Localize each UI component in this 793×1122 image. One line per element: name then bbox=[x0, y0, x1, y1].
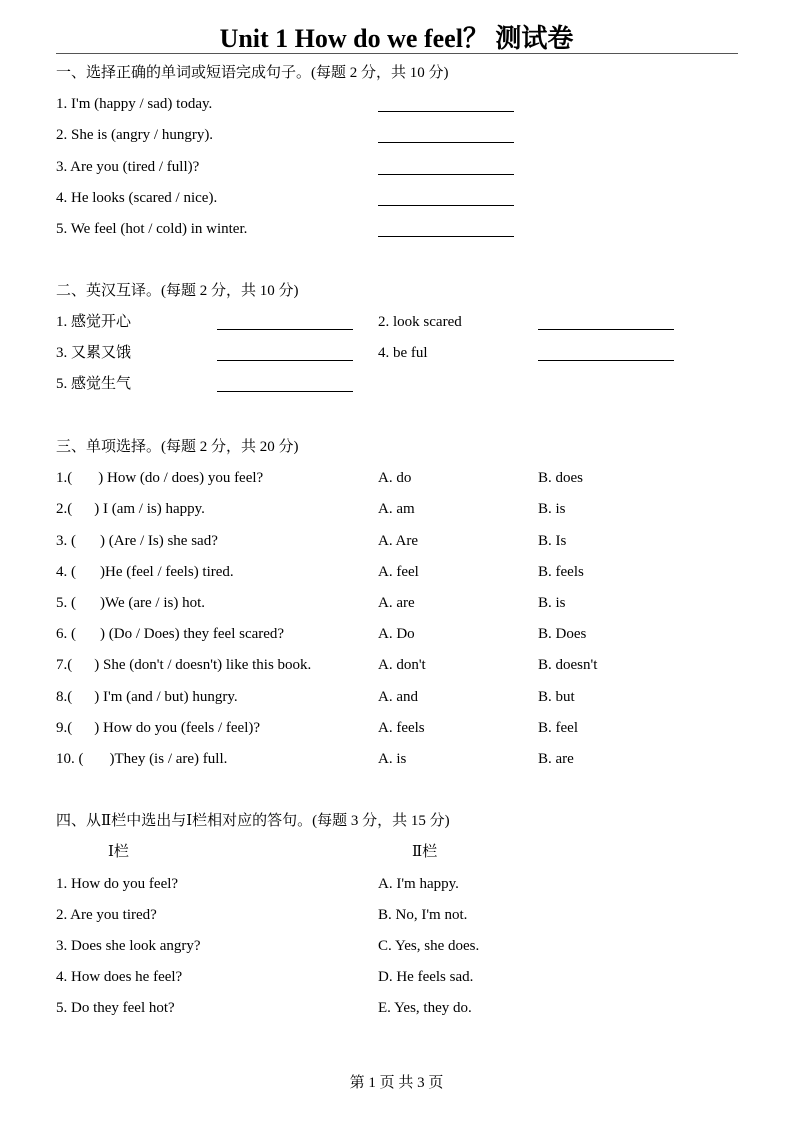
s2-item-3: 3. 又累又饿 bbox=[56, 345, 132, 361]
question-stem: ) I (am / is) happy. bbox=[94, 501, 205, 517]
s3-option-b-3[interactable]: B. Is bbox=[538, 533, 567, 549]
s1-answer-blank-2[interactable] bbox=[378, 142, 514, 143]
s1-item-4: 4. He looks (scared / nice). bbox=[56, 190, 218, 206]
section2-heading: 二、英汉互译。(每题 2 分，共 10 分) bbox=[56, 283, 299, 299]
s2-item-1: 1. 感觉开心 bbox=[56, 314, 132, 330]
s4-answer-d[interactable]: D. He feels sad. bbox=[378, 969, 474, 985]
question-number: 8.( bbox=[56, 689, 73, 705]
title-divider bbox=[56, 53, 738, 54]
s4-answer-c[interactable]: C. Yes, she does. bbox=[378, 938, 480, 954]
question-stem: )We (are / is) hot. bbox=[100, 595, 205, 611]
question-stem: ) (Are / Is) she sad? bbox=[100, 533, 218, 549]
s3-option-b-5[interactable]: B. is bbox=[538, 595, 566, 611]
s3-option-a-3[interactable]: A. Are bbox=[378, 533, 418, 549]
s4-answer-e[interactable]: E. Yes, they do. bbox=[378, 1000, 472, 1016]
s2-item-5: 5. 感觉生气 bbox=[56, 376, 132, 392]
s3-question-5 bbox=[56, 594, 205, 612]
question-stem: ) How do you (feels / feel)? bbox=[94, 720, 261, 736]
s3-option-a-10[interactable]: A. is bbox=[378, 751, 407, 767]
s3-option-b-6[interactable]: B. Does bbox=[538, 626, 587, 642]
s1-answer-blank-3[interactable] bbox=[378, 174, 514, 175]
question-number: 3. ( bbox=[56, 533, 76, 549]
s1-item-2: 2. She is (angry / hungry). bbox=[56, 127, 214, 143]
s3-question-6 bbox=[56, 625, 284, 643]
section4-heading: 四、从Ⅱ栏中选出与Ⅰ栏相对应的答句。(每题 3 分，共 15 分) bbox=[56, 813, 450, 829]
s4-answer-a[interactable]: A. I'm happy. bbox=[378, 876, 459, 892]
column-1-header: Ⅰ栏 bbox=[108, 844, 129, 860]
question-stem: )They (is / are) full. bbox=[109, 751, 228, 767]
s2-answer-blank-5[interactable] bbox=[217, 391, 353, 392]
s2-answer-blank-2[interactable] bbox=[538, 329, 674, 330]
s3-question-10 bbox=[56, 750, 227, 768]
s3-option-a-1[interactable]: A. do bbox=[378, 470, 412, 486]
s3-option-a-4[interactable]: A. feel bbox=[378, 564, 419, 580]
s1-answer-blank-1[interactable] bbox=[378, 111, 514, 112]
s3-option-a-9[interactable]: A. feels bbox=[378, 720, 425, 736]
s3-question-8 bbox=[56, 688, 238, 706]
s1-item-3: 3. Are you (tired / full)? bbox=[56, 159, 200, 175]
s3-question-9 bbox=[56, 719, 260, 737]
question-number: 1.( bbox=[56, 470, 73, 486]
question-number: 10. ( bbox=[56, 751, 84, 767]
s3-option-b-9[interactable]: B. feel bbox=[538, 720, 578, 736]
s2-answer-blank-1[interactable] bbox=[217, 329, 353, 330]
s2-answer-blank-4[interactable] bbox=[538, 360, 674, 361]
s4-question-2: 2. Are you tired? bbox=[56, 907, 157, 923]
s3-option-b-7[interactable]: B. doesn't bbox=[538, 657, 598, 673]
question-number: 4. ( bbox=[56, 564, 76, 580]
question-number: 9.( bbox=[56, 720, 73, 736]
s3-question-4 bbox=[56, 563, 234, 581]
s1-answer-blank-4[interactable] bbox=[378, 205, 514, 206]
s1-item-5: 5. We feel (hot / cold) in winter. bbox=[56, 221, 248, 237]
s4-question-1: 1. How do you feel? bbox=[56, 876, 179, 892]
question-number: 5. ( bbox=[56, 595, 76, 611]
question-stem: )He (feel / feels) tired. bbox=[100, 564, 234, 580]
s3-option-a-8[interactable]: A. and bbox=[378, 689, 418, 705]
s3-option-b-4[interactable]: B. feels bbox=[538, 564, 584, 580]
s4-answer-b[interactable]: B. No, I'm not. bbox=[378, 907, 468, 923]
section1-heading: 一、选择正确的单词或短语完成句子。(每题 2 分，共 10 分) bbox=[56, 65, 449, 81]
s3-option-a-7[interactable]: A. don't bbox=[378, 657, 426, 673]
s2-item-2: 2. look scared bbox=[378, 314, 462, 330]
s3-option-b-1[interactable]: B. does bbox=[538, 470, 583, 486]
question-number: 6. ( bbox=[56, 626, 76, 642]
question-stem: ) I'm (and / but) hungry. bbox=[94, 689, 238, 705]
page-footer: 第 1 页 共 3 页 bbox=[349, 1075, 444, 1091]
s3-option-a-6[interactable]: A. Do bbox=[378, 626, 415, 642]
question-number: 7.( bbox=[56, 657, 73, 673]
s3-option-a-2[interactable]: A. am bbox=[378, 501, 415, 517]
s3-question-2 bbox=[56, 500, 205, 518]
s1-answer-blank-5[interactable] bbox=[378, 236, 514, 237]
s4-question-5: 5. Do they feel hot? bbox=[56, 1000, 175, 1016]
question-number: 2.( bbox=[56, 501, 73, 517]
s3-question-1 bbox=[56, 469, 263, 487]
s3-option-b-10[interactable]: B. are bbox=[538, 751, 574, 767]
s3-option-b-2[interactable]: B. is bbox=[538, 501, 566, 517]
s2-item-4: 4. be ful bbox=[378, 345, 428, 361]
s1-item-1: 1. I'm (happy / sad) today. bbox=[56, 96, 213, 112]
s4-question-3: 3. Does she look angry? bbox=[56, 938, 201, 954]
s2-answer-blank-3[interactable] bbox=[217, 360, 353, 361]
s3-question-7 bbox=[56, 656, 311, 674]
s3-option-b-8[interactable]: B. but bbox=[538, 689, 575, 705]
column-2-header: Ⅱ栏 bbox=[412, 844, 438, 860]
s4-question-4: 4. How does he feel? bbox=[56, 969, 183, 985]
section3-heading: 三、单项选择。(每题 2 分，共 20 分) bbox=[56, 439, 299, 455]
question-stem: ) How (do / does) you feel? bbox=[98, 470, 264, 486]
question-stem: ) (Do / Does) they feel scared? bbox=[100, 626, 285, 642]
page-title: Unit 1 How do we feel？ 测试卷 bbox=[219, 24, 574, 53]
s3-question-3 bbox=[56, 532, 218, 550]
question-stem: ) She (don't / doesn't) like this book. bbox=[94, 657, 312, 673]
s3-option-a-5[interactable]: A. are bbox=[378, 595, 415, 611]
